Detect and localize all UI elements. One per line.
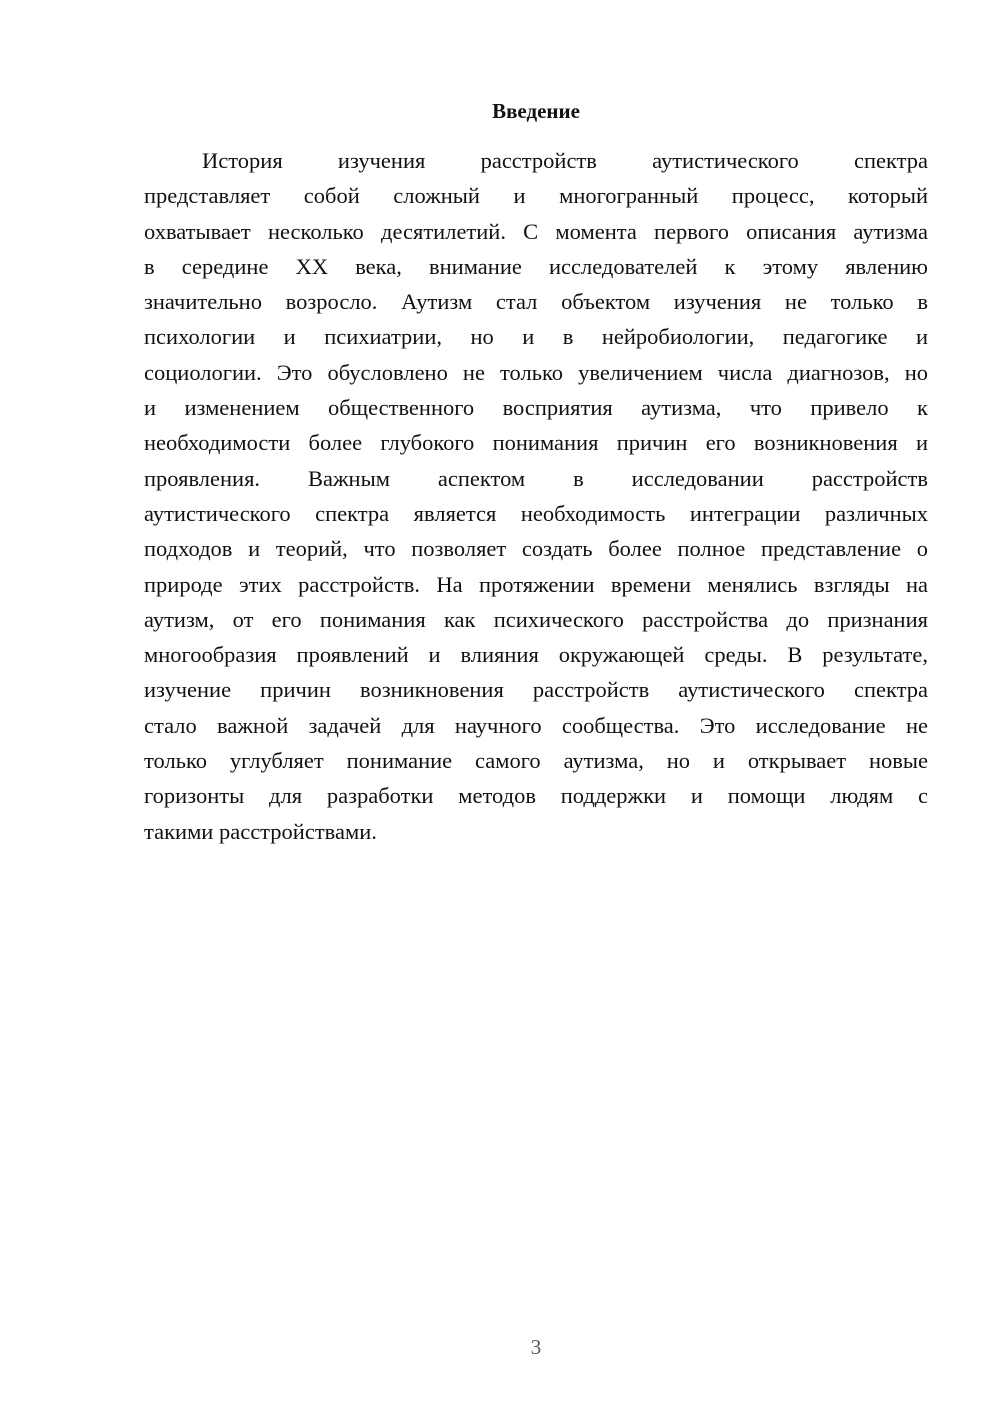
page-number: 3 (530, 1335, 542, 1359)
paragraph-line: представляет собой сложный и многогранный процесс, который (144, 183, 928, 209)
paragraph-line: только углубляет понимание самого аутизма, но и открывает новые (144, 748, 928, 774)
section-heading: Введение (492, 99, 580, 123)
paragraph-line: аутистического спектра является необходимость интеграции различных (144, 500, 928, 526)
paragraph-line: изучение причин возникновения расстройств аутистического спектра (144, 677, 928, 703)
paragraph-line: значительно возросло. Аутизм стал объектом изучения не только в (144, 289, 928, 315)
paragraph-line: психологии и психиатрии, но и в нейробиологии, педагогике и (144, 324, 928, 350)
paragraph-line: и изменением общественного восприятия аутизма, что привело к (144, 395, 928, 421)
paragraph-line: такими расстройствами. (144, 818, 377, 844)
paragraph-line: проявления. Важным аспектом в исследовании расстройств (144, 465, 928, 491)
paragraph-line: История изучения расстройств аутистического спектра (202, 148, 928, 173)
paragraph-line: необходимости более глубокого понимания причин его возникновения и (144, 430, 928, 456)
paragraph-line: стало важной задачей для научного сообщества. Это исследование не (144, 712, 928, 738)
paragraph-line: горизонты для разработки методов поддержки и помощи людям с (144, 783, 928, 809)
body-paragraph (144, 143, 928, 849)
paragraph-line: в середине XX века, внимание исследователей к этому явлению (144, 253, 928, 279)
paragraph-line: аутизм, от его понимания как психического расстройства до признания (144, 606, 928, 632)
paragraph-line: многообразия проявлений и влияния окружающей среды. В результате, (144, 642, 928, 668)
paragraph-line: природе этих расстройств. На протяжении времени менялись взгляды на (144, 571, 928, 597)
paragraph-line: охватывает несколько десятилетий. С момента первого описания аутизма (144, 218, 928, 244)
paragraph-line: социологии. Это обусловлено не только увеличением числа диагнозов, но (144, 359, 928, 385)
paragraph-line: подходов и теорий, что позволяет создать более полное представление о (144, 536, 928, 562)
